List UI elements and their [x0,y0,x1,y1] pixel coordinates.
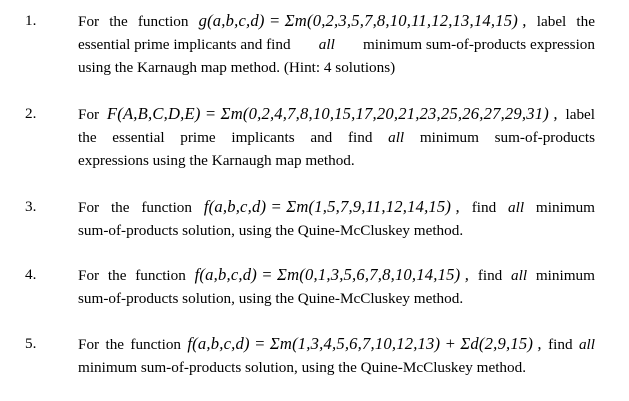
text-segment: minimum sum-of-products solution, using the Quine-McCluskey method. [78,358,526,376]
text-segment: using the Karnaugh map method. (Hint: 4 solutions) [78,59,396,76]
function-expression: F(A,B,C,D,E) = Σm(0,2,4,7,8,10,15,17,20,21,23,25,26,27,29,31) , [106,104,558,123]
word: find [471,199,497,216]
problem-line [78,102,595,126]
word: and [310,128,333,146]
word: implicants [231,128,295,146]
word: find [347,128,373,146]
problem-text [78,9,595,80]
word: essential [112,128,165,146]
word: For [78,106,100,123]
text-segment: essential prime implicants and find [78,35,291,53]
problem-line [78,126,595,150]
problem-number: 1. [25,12,37,29]
problem-number: 4. [25,266,37,283]
text-segment: minimum sum-of-products expression [362,35,595,53]
problem-line [78,219,595,243]
function-expression: g(a,b,c,d) = Σm(0,2,3,5,7,8,10,11,12,13,14,15) , [198,11,527,30]
problem-line [78,356,595,380]
problem-line [78,332,595,356]
word: minimum [535,199,595,216]
text-segment: sum-of-products solution, using the Quine-McCluskey method. [78,221,464,239]
word: the [110,199,130,216]
word: label [536,13,567,30]
word: sum-of-products [494,128,595,146]
problem-text [78,332,595,379]
problem-number: 3. [25,198,37,215]
word: function [137,13,189,30]
word: the [105,336,125,353]
word: the [576,13,595,30]
word: the [107,267,127,284]
word: label [565,106,595,123]
word: the [109,13,128,30]
function-expression: f(a,b,c,d) = Σm(1,3,4,5,6,7,10,12,13) + Σd(2,9,15) , [187,334,542,353]
word: For [78,199,100,216]
word: prime [180,128,216,146]
word: find [548,336,573,353]
word: For [78,267,100,284]
word: the [78,128,97,146]
problem-number: 2. [25,105,37,122]
problem-line [78,287,595,311]
emphasis-all: all [388,128,405,146]
problem-line [78,33,595,57]
problem-number: 5. [25,335,37,352]
function-expression: f(a,b,c,d) = Σm(1,5,7,9,11,12,14,15) , [203,197,460,216]
emphasis-all: all [318,35,335,53]
word: function [141,199,192,216]
emphasis-all: all [511,267,528,284]
problem-line [78,56,595,80]
problem-text [78,195,595,242]
problem-line [78,9,595,33]
problem-line [78,195,595,219]
word: function [135,267,186,284]
text-segment: expressions using the Karnaugh map method. [78,152,355,169]
word: find [477,267,503,284]
function-expression: f(a,b,c,d) = Σm(0,1,3,5,6,7,8,10,14,15) , [194,265,470,284]
emphasis-all: all [508,199,525,216]
problem-line [78,149,595,173]
text-segment: sum-of-products solution, using the Quine-McCluskey method. [78,289,464,307]
problem-text [78,102,595,173]
problem-text [78,263,595,310]
emphasis-all: all [578,336,595,353]
problem-line [78,263,595,287]
word: For [78,13,100,30]
word: minimum [419,128,479,146]
word: minimum [535,267,595,284]
word: For [78,336,100,353]
word: function [130,336,182,353]
